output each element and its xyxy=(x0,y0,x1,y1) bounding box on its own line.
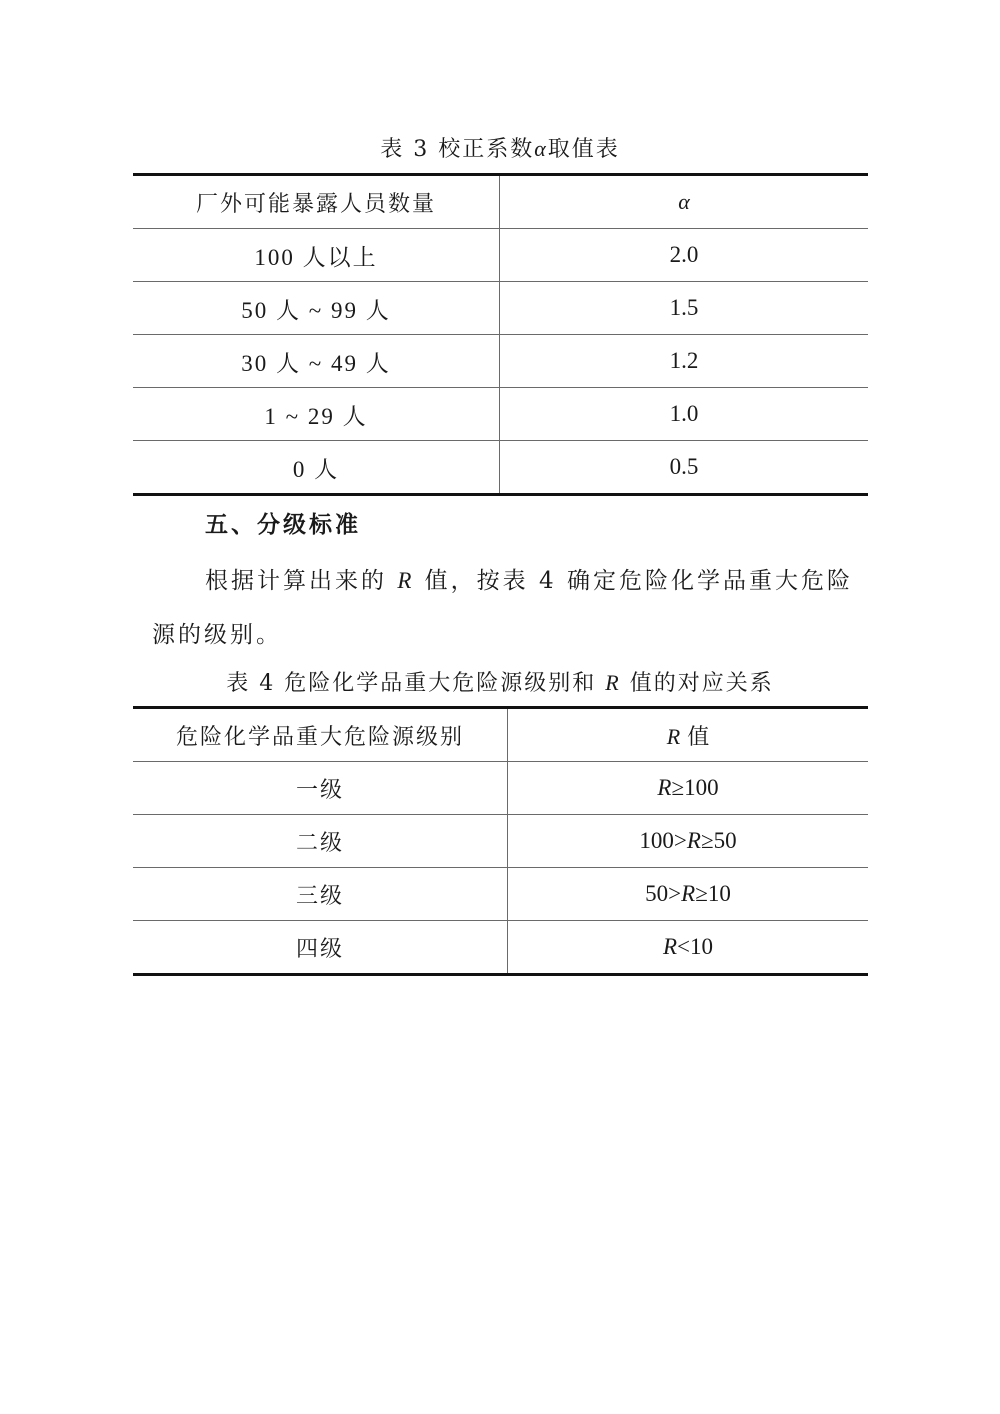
table-row xyxy=(133,388,868,441)
range-suffix: ≥50 xyxy=(700,828,737,853)
cell-alpha: 2.0 xyxy=(500,229,869,282)
table-row xyxy=(133,921,868,975)
range-suffix: ≥100 xyxy=(671,775,719,800)
r-symbol: R xyxy=(662,934,678,959)
table-row xyxy=(133,762,868,815)
r-symbol: R xyxy=(681,881,696,906)
range-prefix: 100> xyxy=(639,828,687,853)
cell-count: 0 人 xyxy=(133,441,500,495)
paragraph-text: 根据计算出来的 xyxy=(205,568,398,594)
table3-caption-suffix: 取值表 xyxy=(547,137,620,162)
table-row xyxy=(133,229,868,282)
table-row xyxy=(133,441,868,495)
paragraph-line-2: 源的级别。 xyxy=(152,622,282,648)
header-cell-exposed-people: 厂外可能暴露人员数量 xyxy=(133,175,500,229)
cell-count: 1 ~ 29 人 xyxy=(133,388,500,441)
cell-r-range xyxy=(508,921,869,975)
cell-alpha: 1.2 xyxy=(500,335,869,388)
cell-alpha: 0.5 xyxy=(500,441,869,495)
table-row xyxy=(133,868,868,921)
cell-count: 50 人 ~ 99 人 xyxy=(133,282,500,335)
table-header-row xyxy=(133,175,868,229)
r-symbol: R xyxy=(397,568,415,593)
table-row xyxy=(133,815,868,868)
correction-factor-table xyxy=(133,173,868,496)
header-cell-alpha: α xyxy=(500,175,869,229)
hazard-level-table xyxy=(133,706,868,976)
table-row xyxy=(133,335,868,388)
cell-count: 30 人 ~ 49 人 xyxy=(133,335,500,388)
cell-alpha: 1.0 xyxy=(500,388,869,441)
cell-level: 二级 xyxy=(133,815,508,868)
paragraph-line-1 xyxy=(205,562,925,595)
table-row xyxy=(133,282,868,335)
cell-r-range xyxy=(508,868,869,921)
cell-alpha: 1.5 xyxy=(500,282,869,335)
cell-r-range xyxy=(508,762,869,815)
table3-caption xyxy=(0,132,1000,163)
range-suffix: ≥10 xyxy=(695,881,731,906)
cell-r-range xyxy=(508,815,869,868)
range-suffix: <10 xyxy=(677,934,714,959)
paragraph-text: 值，按表 4 确定危险化学品重大危险 xyxy=(414,568,853,594)
r-symbol: R xyxy=(666,723,681,749)
r-symbol: R xyxy=(686,828,701,853)
range-prefix: 50> xyxy=(645,881,682,906)
header-suffix: 值 xyxy=(680,724,710,750)
cell-level: 一级 xyxy=(133,762,508,815)
table4-caption-suffix: 值的对应关系 xyxy=(620,671,774,696)
cell-level: 三级 xyxy=(133,868,508,921)
cell-level: 四级 xyxy=(133,921,508,975)
header-cell-r-value xyxy=(508,708,869,762)
cell-count: 100 人以上 xyxy=(133,229,500,282)
table3-caption-prefix: 表 3 校正系数 xyxy=(380,137,535,162)
table4-caption-prefix: 表 4 危险化学品重大危险源级别和 xyxy=(226,671,606,696)
header-cell-level: 危险化学品重大危险源级别 xyxy=(133,708,508,762)
table4-caption xyxy=(0,666,1000,697)
r-symbol: R xyxy=(657,775,672,800)
table-header-row xyxy=(133,708,868,762)
table4-caption-r: R xyxy=(605,670,621,695)
section-heading: 五、分级标准 xyxy=(205,512,361,538)
table3-caption-alpha: α xyxy=(534,136,548,161)
